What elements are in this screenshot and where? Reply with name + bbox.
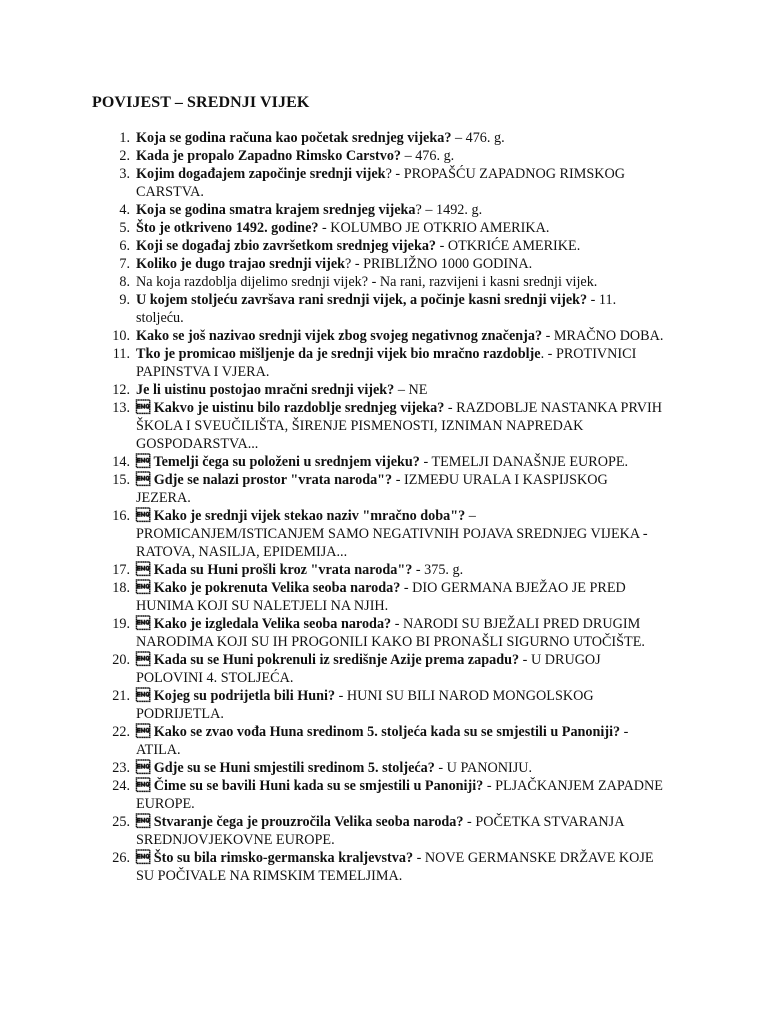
answer-text: - TEMELJI DANAŠNJE EUROPE. <box>419 454 629 470</box>
item-number: 26. <box>112 850 130 866</box>
answer-text: – 476. g. <box>451 130 505 146</box>
item-number: 12. <box>112 382 130 398</box>
question-text:  Kojeg su podrijetla bili Huni? <box>136 688 336 704</box>
item-number: 25. <box>112 814 130 830</box>
list-item <box>0 723 666 759</box>
question-text: Je li uistinu postojao mračni srednji vijek? <box>136 382 395 398</box>
answer-text: - NOVE GERMANSKE DRŽAVE KOJE SU POČIVALE NA RIMSKIM TEMELJIMA. <box>136 850 654 884</box>
list-item <box>0 237 666 255</box>
list-item <box>0 561 666 579</box>
list-item <box>0 255 666 273</box>
item-number: 20. <box>112 652 130 668</box>
question-text: Tko je promicao mišljenje da je srednji vijek bio mračno razdoblje <box>136 346 541 362</box>
list-item <box>0 399 666 453</box>
answer-text: - Na rani, razvijeni i kasni srednji vijek. <box>368 274 598 290</box>
question-text: Kako se još nazivao srednji vijek zbog svojeg negativnog značenja? <box>136 328 543 344</box>
answer-text: - U DRUGOJ POLOVINI 4. STOLJEĆA. <box>136 652 601 686</box>
answer-text: - ATILA. <box>136 724 629 758</box>
question-text: Koji se događaj zbio završetkom srednjeg vijeka? <box>136 238 437 254</box>
list-item <box>0 615 666 651</box>
document-title: POVIJEST – SREDNJI VIJEK <box>92 94 310 111</box>
question-text:  Kako je izgledala Velika seoba naroda? <box>136 616 392 632</box>
list-item <box>0 291 666 327</box>
question-text:  Kako je srednji vijek stekao naziv "mračno doba"? <box>136 508 466 524</box>
answer-text: - U PANONIJU. <box>434 760 533 776</box>
item-number: 24. <box>112 778 130 794</box>
answer-text: - DIO GERMANA BJEŽAO JE PRED HUNIMA KOJI SU NALETJELI NA NJIH. <box>136 580 626 614</box>
answer-text: – 476. g. <box>401 148 455 164</box>
list-item <box>0 507 666 561</box>
item-number: 5. <box>119 220 130 236</box>
question-text: U kojem stoljeću završava rani srednji vijek, a počinje kasni srednji vijek? <box>136 292 588 308</box>
list-item <box>0 759 666 777</box>
answer-text: - 11. stoljeću. <box>136 292 617 326</box>
item-number: 13. <box>112 400 130 416</box>
question-text: Koliko je dugo trajao srednji vijek <box>136 256 346 272</box>
answer-text: – PROMICANJEM/ISTICANJEM SAMO NEGATIVNIH POJAVA SREDNJEG VIJEKA - RATOVA, NASILJA, EPIDEMIJA... <box>136 508 648 560</box>
item-number: 10. <box>112 328 130 344</box>
question-text: Kojim događajem započinje srednji vijek <box>136 166 386 182</box>
question-text:  Čime su se bavili Huni kada su se smjestili u Panoniji? <box>136 778 484 794</box>
item-number: 18. <box>112 580 130 596</box>
answer-text: - OTKRIĆE AMERIKE. <box>436 238 581 254</box>
question-text: Koja se godina smatra krajem srednjeg vijeka <box>136 202 416 218</box>
question-text: Koja se godina računa kao početak srednjeg vijeka? <box>136 130 452 146</box>
item-number: 23. <box>112 760 130 776</box>
list-item <box>0 471 666 507</box>
item-number: 6. <box>119 238 130 254</box>
list-item <box>0 273 666 291</box>
question-text:  Što su bila rimsko-germanska kraljevstva? <box>136 850 414 866</box>
item-number: 8. <box>119 274 130 290</box>
list-item <box>0 219 666 237</box>
question-list <box>0 129 768 885</box>
answer-text: - KOLUMBO JE OTKRIO AMERIKA. <box>318 220 550 236</box>
item-number: 21. <box>112 688 130 704</box>
answer-text: . - PROTIVNICI PAPINSTVA I VJERA. <box>136 346 637 380</box>
list-item <box>0 129 666 147</box>
item-number: 7. <box>119 256 130 272</box>
list-item <box>0 579 666 615</box>
list-item <box>0 453 666 471</box>
item-number: 9. <box>119 292 130 308</box>
question-text:  Temelji čega su položeni u srednjem vijeku? <box>136 454 420 470</box>
answer-text: - PLJAČKANJEM ZAPADNE EUROPE. <box>136 778 663 812</box>
question-text:  Gdje su se Huni smjestili sredinom 5. stoljeća? <box>136 760 435 776</box>
item-number: 22. <box>112 724 130 740</box>
question-text:  Gdje se nalazi prostor "vrata naroda"? <box>136 472 393 488</box>
question-text:  Kako je pokrenuta Velika seoba naroda? <box>136 580 401 596</box>
item-number: 19. <box>112 616 130 632</box>
list-item <box>0 165 666 201</box>
answer-text: - MRAČNO DOBA. <box>542 328 664 344</box>
item-number: 4. <box>119 202 130 218</box>
item-number: 17. <box>112 562 130 578</box>
answer-text: – NE <box>394 382 428 398</box>
answer-text: ? - PROPAŠĆU ZAPADNOG RIMSKOG CARSTVA. <box>136 166 625 200</box>
list-item <box>0 381 666 399</box>
question-text: Na koja razdoblja dijelimo srednji vijek? <box>136 274 369 290</box>
list-item <box>0 651 666 687</box>
list-item <box>0 345 666 381</box>
item-number: 16. <box>112 508 130 524</box>
list-item <box>0 777 666 813</box>
question-text:  Stvaranje čega je prouzročila Velika seoba naroda? <box>136 814 464 830</box>
question-text: Što je otkriveno 1492. godine? <box>136 220 319 236</box>
question-text:  Kakvo je uistinu bilo razdoblje srednjeg vijeka? <box>136 400 445 416</box>
question-text: Kada je propalo Zapadno Rimsko Carstvo? <box>136 148 402 164</box>
list-item <box>0 147 666 165</box>
answer-text: ? – 1492. g. <box>415 202 483 218</box>
question-text:  Kako se zvao vođa Huna sredinom 5. stoljeća kada su se smjestili u Panoniji? <box>136 724 621 740</box>
item-number: 14. <box>112 454 130 470</box>
list-item <box>0 687 666 723</box>
item-number: 3. <box>119 166 130 182</box>
answer-text: - NARODI SU BJEŽALI PRED DRUGIM NARODIMA KOJI SU IH PROGONILI KAKO BI PRONAŠLI SIGURNO UTOČIŠTE. <box>136 616 645 650</box>
answer-text: ? - PRIBLIŽNO 1000 GODINA. <box>345 256 533 272</box>
answer-text: - HUNI SU BILI NAROD MONGOLSKOG PODRIJETLA. <box>136 688 594 722</box>
question-text:  Kada su se Huni pokrenuli iz središnje Azije prema zapadu? <box>136 652 520 668</box>
question-text:  Kada su Huni prošli kroz "vrata naroda"? <box>136 562 413 578</box>
item-number: 15. <box>112 472 130 488</box>
item-number: 2. <box>119 148 130 164</box>
item-number: 1. <box>119 130 130 146</box>
list-item <box>0 849 666 885</box>
list-item <box>0 201 666 219</box>
item-number: 11. <box>112 346 130 362</box>
list-item <box>0 327 666 345</box>
list-item <box>0 813 666 849</box>
answer-text: - RAZDOBLJE NASTANKA PRVIH ŠKOLA I SVEUČILIŠTA, ŠIRENJE PISMENOSTI, IZNIMAN NAPREDAK GOSPODARSTVA... <box>136 400 662 452</box>
answer-text: - IZMEĐU URALA I KASPIJSKOG JEZERA. <box>136 472 608 506</box>
answer-text: - 375. g. <box>412 562 464 578</box>
answer-text: - POČETKA STVARANJA SREDNJOVJEKOVNE EUROPE. <box>136 814 624 848</box>
